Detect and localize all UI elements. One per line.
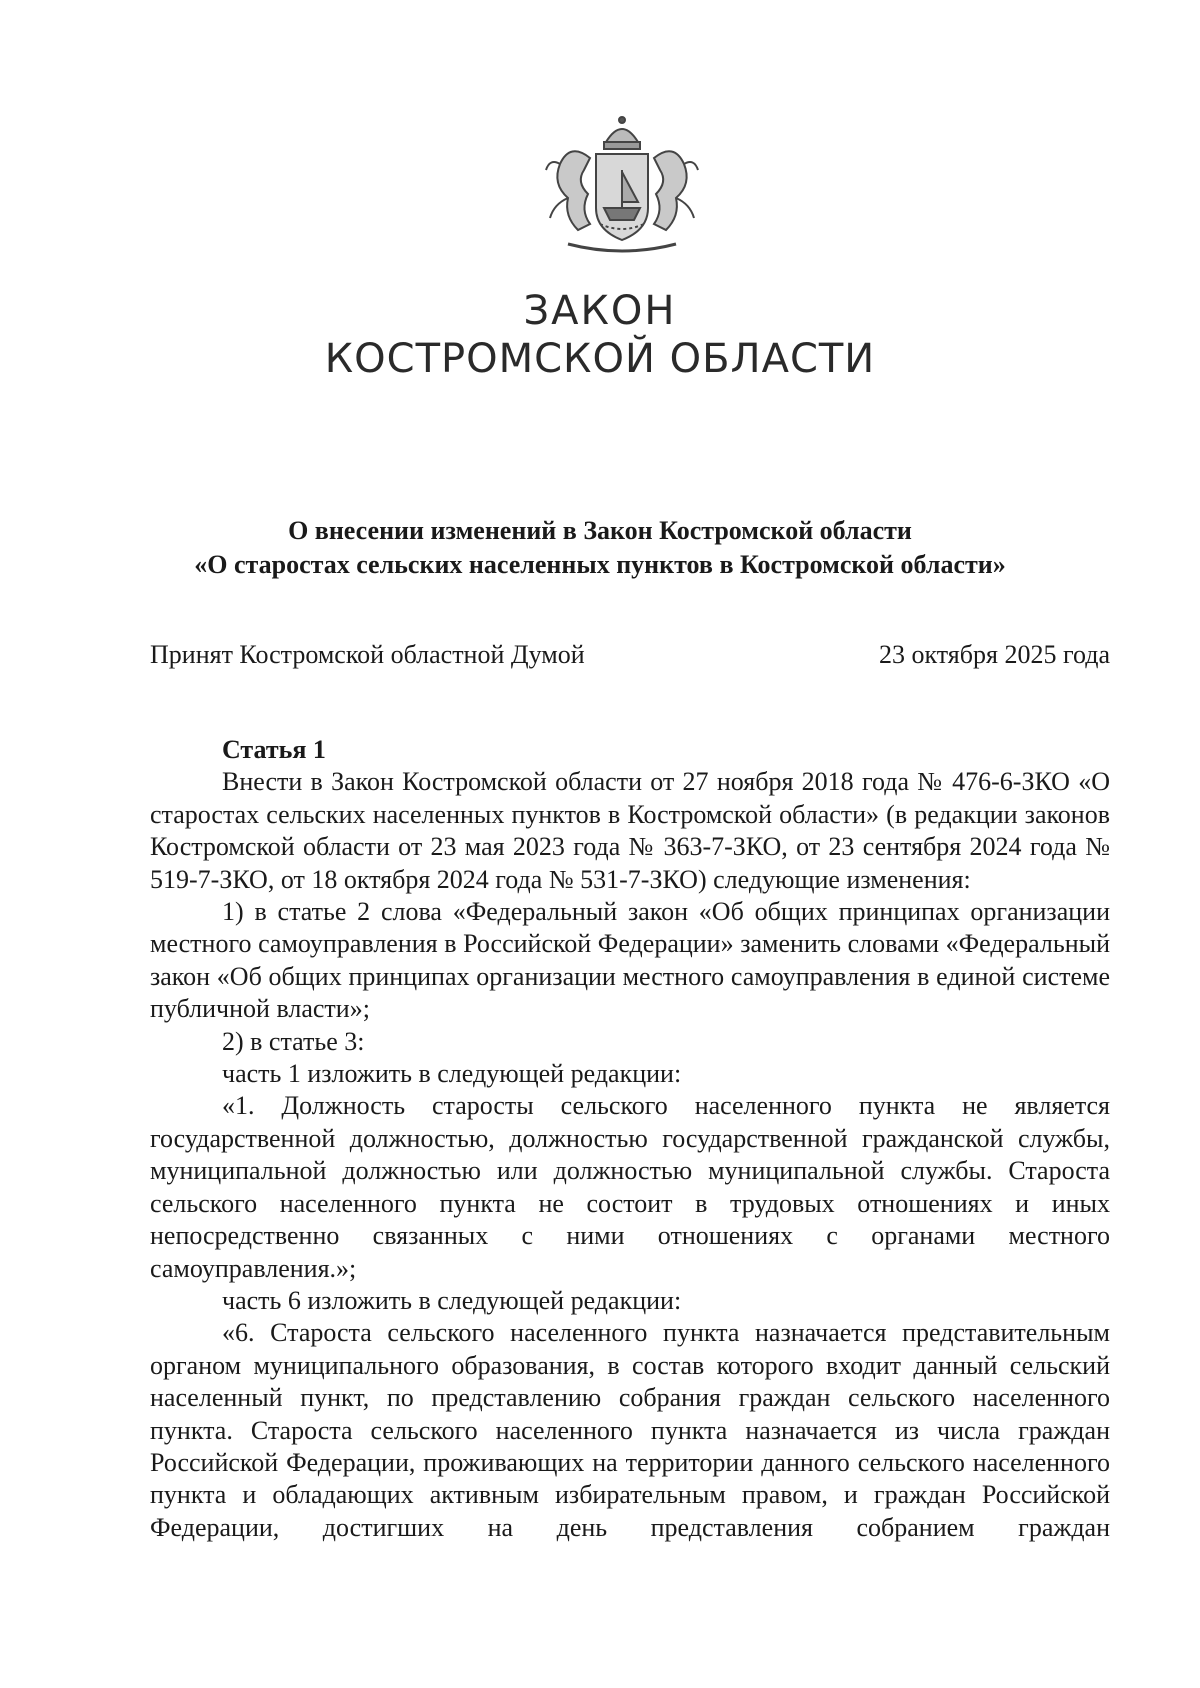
article-paragraph: часть 6 изложить в следующей редакции:	[222, 1285, 682, 1315]
article-body	[150, 734, 1110, 1544]
adopted-by: Принят Костромской областной Думой	[150, 640, 585, 669]
article-paragraph: часть 1 изложить в следующей редакции:	[222, 1059, 682, 1089]
article-heading: Статья 1	[222, 735, 326, 764]
law-heading: ЗАКОН	[523, 288, 677, 334]
article-paragraph: «1. Должность старосты сельского населенного пункта не является государственной должностью, должностью государственной гражданской службы, муниципальной должностью или должностью муниципальной службы. Староста сельского населенного пункта не состоит в трудовых отношениях и иных непосредственно связанных с ними отношениях с органами местного самоуправления.»;	[150, 1091, 1110, 1283]
article-paragraph: Внести в Закон Костромской области от 27 ноября 2018 года № 476-6-ЗКО «О старостах сельских населенных пунктов в Костромской области» (в редакции законов Костромской области от 23 мая 2023 года № 363-7-ЗКО, от 23 сентября 2024 года № 519-7-ЗКО, от 18 октября 2024 года № 531-7-ЗКО) следующие изменения:	[150, 767, 1110, 894]
document-title-line-2: «О старостах сельских населенных пунктов в Костромской области»	[194, 550, 1006, 579]
article-paragraph: «6. Староста сельского населенного пункта назначается представительным органом муниципального образования, в состав которого входит данный сельский населенный пункт, по представлению собрания граждан сельского населенного пункта. Староста сельского населенного пункта назначается из числа граждан Российской Федерации, проживающих на территории данного сельского населенного пункта и обладающих активным избирательным правом, и граждан Российской Федерации, достигших на день представления собранием граждан	[150, 1318, 1110, 1542]
law-region-heading: КОСТРОМСКОЙ ОБЛАСТИ	[324, 336, 876, 382]
article-paragraph: 1) в статье 2 слова «Федеральный закон «Об общих принципах организации местного самоуправления в Российской Федерации» заменить словами «Федеральный закон «Об общих принципах организации местного самоуправления в единой системе публичной власти»;	[150, 897, 1110, 1024]
adoption-date: 23 октября 2025 года	[879, 640, 1110, 669]
document-title-line-1: О внесении изменений в Закон Костромской области	[288, 516, 912, 545]
article-paragraph: 2) в статье 3:	[222, 1026, 365, 1056]
coat-of-arms-icon	[538, 112, 706, 260]
